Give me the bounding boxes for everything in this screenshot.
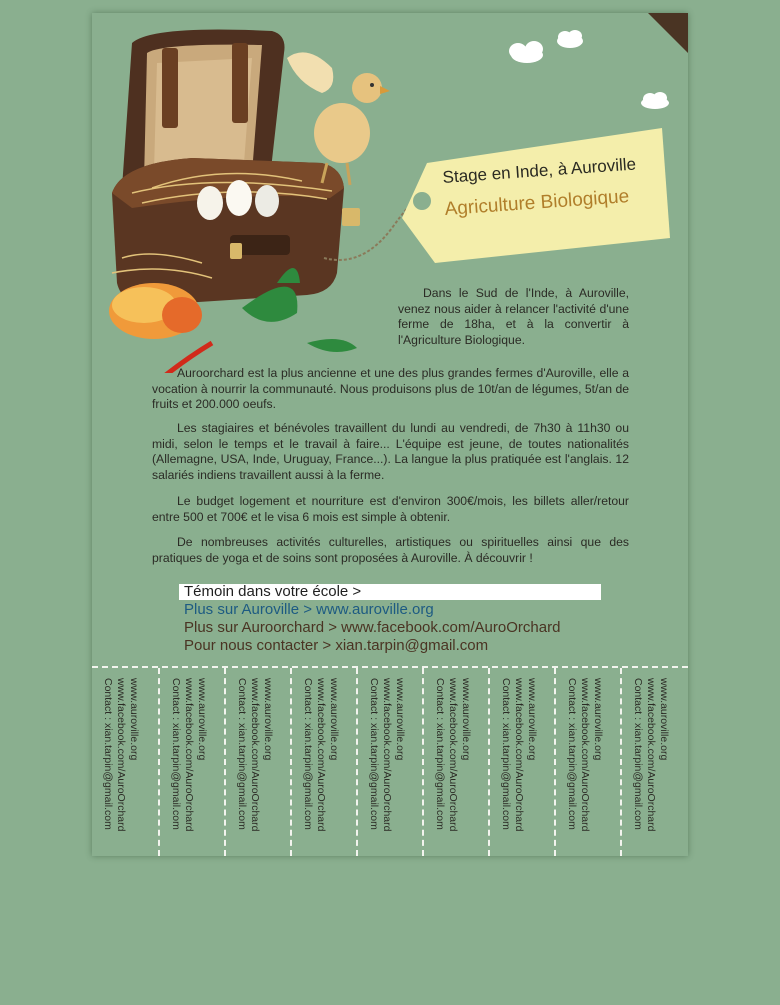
intro-paragraph: Dans le Sud de l'Inde, à Auroville, venez nous aider à relancer l'activité d'une ferme de 18ha, et à la convertir à l'Agriculture Biologique. [398, 286, 629, 347]
strip-facebook: www.facebook.com/AuroOrchard [381, 678, 393, 832]
egg-icon [226, 180, 252, 216]
auroorchard-link[interactable]: Plus sur Auroorchard > www.facebook.com/AuroOrchard [184, 619, 561, 636]
strip-facebook: www.facebook.com/AuroOrchard [447, 678, 459, 832]
tag-title: Stage en Inde, à Auroville [442, 154, 637, 187]
strip-website: www.auroville.org [128, 678, 140, 761]
strip-facebook: www.facebook.com/AuroOrchard [315, 678, 327, 832]
temoin-field[interactable]: Témoin dans votre école > [179, 584, 601, 600]
body-paragraph: De nombreuses activités culturelles, artistiques ou spirituelles ainsi que des pratiques de yoga et de soins sont proposées à Auroville. À découvrir ! [152, 535, 629, 565]
tear-off-strip[interactable] [422, 668, 490, 856]
tear-off-strip[interactable] [290, 668, 358, 856]
egg-icon [197, 186, 223, 220]
flyer [92, 13, 688, 856]
auroville-link[interactable]: Plus sur Auroville > www.auroville.org [184, 601, 434, 618]
cloud-icon [509, 30, 669, 109]
strip-contact: Contact : xian.tarpin@gmail.com [368, 678, 380, 830]
strip-website: www.auroville.org [262, 678, 274, 761]
egg-icon [255, 185, 279, 217]
strip-contact: Contact : xian.tarpin@gmail.com [566, 678, 578, 830]
tear-off-strip[interactable] [158, 668, 226, 856]
tear-off-strip[interactable] [356, 668, 424, 856]
tear-off-strip[interactable] [224, 668, 292, 856]
strip-facebook: www.facebook.com/AuroOrchard [183, 678, 195, 832]
strip-contact: Contact : xian.tarpin@gmail.com [170, 678, 182, 830]
strip-website: www.auroville.org [460, 678, 472, 761]
tear-off-strip[interactable] [554, 668, 622, 856]
strip-contact: Contact : xian.tarpin@gmail.com [236, 678, 248, 830]
strip-contact: Contact : xian.tarpin@gmail.com [500, 678, 512, 830]
strip-facebook: www.facebook.com/AuroOrchard [513, 678, 525, 832]
strip-facebook: www.facebook.com/AuroOrchard [645, 678, 657, 832]
strip-website: www.auroville.org [658, 678, 670, 761]
strip-website: www.auroville.org [526, 678, 538, 761]
strip-facebook: www.facebook.com/AuroOrchard [579, 678, 591, 832]
strip-contact: Contact : xian.tarpin@gmail.com [302, 678, 314, 830]
strip-facebook: www.facebook.com/AuroOrchard [115, 678, 127, 832]
strip-contact: Contact : xian.tarpin@gmail.com [434, 678, 446, 830]
strip-contact: Contact : xian.tarpin@gmail.com [102, 678, 114, 830]
body-paragraph: Auroorchard est la plus ancienne et une des plus grandes fermes d'Auroville, elle a vocation à nourrir la communauté. Nous produisons plus de 10t/an de légumes, 5t/an de fruits et 200.000 oeufs. [152, 366, 629, 412]
strip-facebook: www.facebook.com/AuroOrchard [249, 678, 261, 832]
body-paragraph: Les stagiaires et bénévoles travaillent du lundi au vendredi, de 7h30 à 11h30 ou midi, selon le temps et le travail à faire... L'équipe est jeune, de toutes nationalités (Allemagne, USA, Inde, Uruguay, France...). La langue la plus pratiquée est l'anglais. 12 salariés indiens travaillent aussi à la ferme. [152, 421, 629, 482]
contact-link[interactable]: Pour nous contacter > xian.tarpin@gmail.com [184, 637, 489, 654]
tear-off-strip[interactable] [488, 668, 556, 856]
strip-website: www.auroville.org [328, 678, 340, 761]
tag-subtitle: Agriculture Biologique [444, 186, 630, 220]
strip-website: www.auroville.org [592, 678, 604, 761]
strip-contact: Contact : xian.tarpin@gmail.com [632, 678, 644, 830]
body-paragraph: Le budget logement et nourriture est d'environ 300€/mois, les billets aller/retour entre 500 et 700€ et le visa 6 mois est simple à obtenir. [152, 494, 629, 524]
tear-off-strip[interactable] [620, 668, 688, 856]
strip-website: www.auroville.org [196, 678, 208, 761]
tear-off-strip[interactable] [92, 668, 158, 856]
strip-website: www.auroville.org [394, 678, 406, 761]
